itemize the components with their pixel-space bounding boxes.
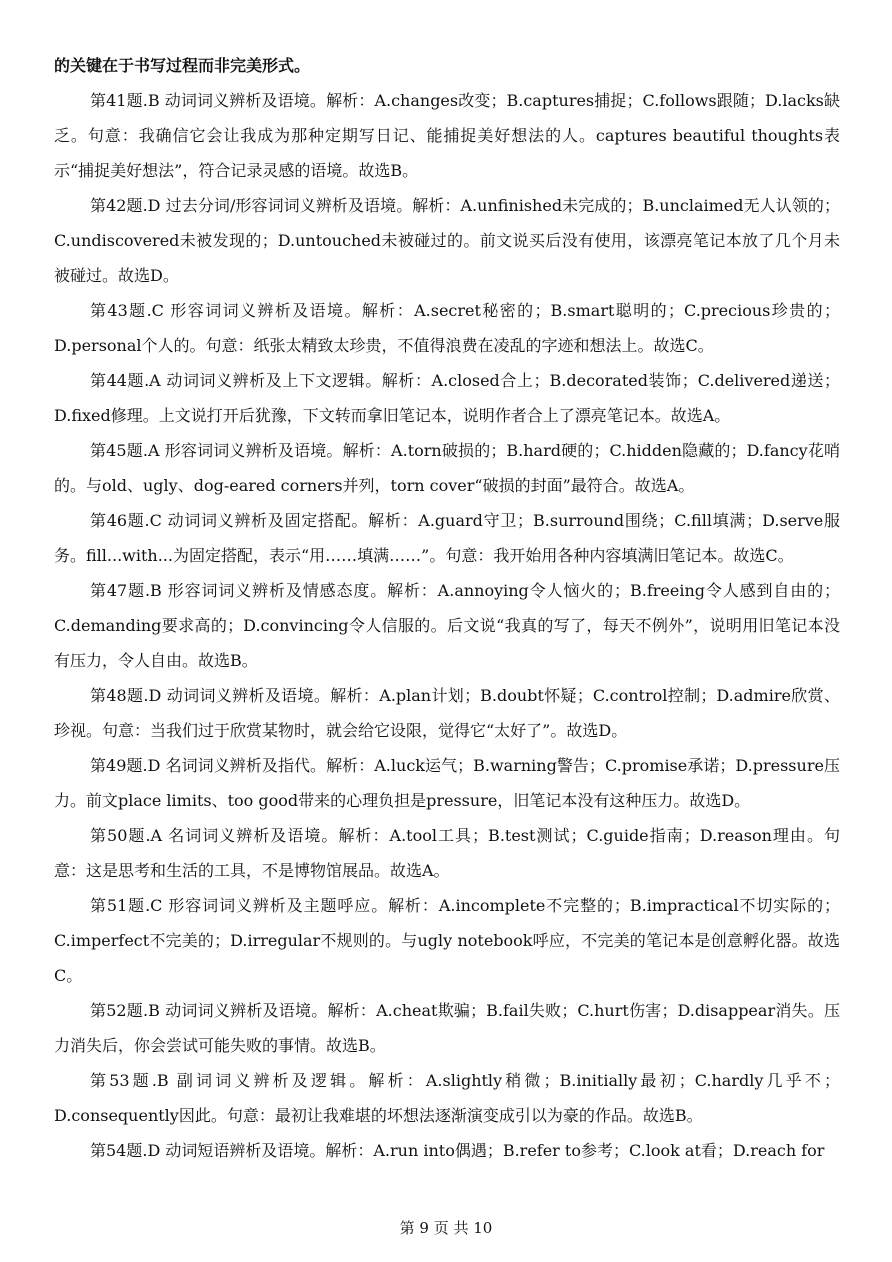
explanation-q41: 第41题.B 动词词义辨析及语境。解析：A.changes改变；B.captures捕捉；C.follows跟随；D.lacks缺乏。句意：我确信它会让我成为那种定期写日记、能捕捉美好想法的人。captures beautiful thoughts表示“捕捉美好想法”，符合记录灵感的语境。故选B。 — [54, 91, 840, 180]
explanation-q52: 第52题.B 动词词义辨析及语境。解析：A.cheat欺骗；B.fail失败；C.hurt伤害；D.disappear消失。压力消失后，你会尝试可能失败的事情。故选B。 — [54, 1001, 840, 1055]
explanation-q48: 第48题.D 动词词义辨析及语境。解析：A.plan计划；B.doubt怀疑；C.control控制；D.admire欣赏、珍视。句意：当我们过于欣赏某物时，就会给它设限，觉得它“太好了”。故选D。 — [54, 686, 840, 740]
explanation-q43: 第43题.C 形容词词义辨析及语境。解析：A.secret秘密的；B.smart聪明的；C.precious珍贵的；D.personal个人的。句意：纸张太精致太珍贵，不值得浪费在凌乱的字迹和想法上。故选C。 — [54, 301, 840, 355]
explanation-q47: 第47题.B 形容词词义辨析及情感态度。解析：A.annoying令人恼火的；B.freeing令人感到自由的；C.demanding要求高的；D.convincing令人信服的。后文说“我真的写了，每天不例外”，说明用旧笔记本没有压力，令人自由。故选B。 — [54, 581, 840, 670]
explanation-q44: 第44题.A 动词词义辨析及上下文逻辑。解析：A.closed合上；B.decorated装饰；C.delivered递送；D.fixed修理。上文说打开后犹豫，下文转而拿旧笔记本，说明作者合上了漂亮笔记本。故选A。 — [54, 371, 840, 425]
explanation-q54: 第54题.D 动词短语辨析及语境。解析：A.run into偶遇；B.refer to参考；C.look at看；D.reach for — [90, 1141, 825, 1160]
explanation-q46: 第46题.C 动词词义辨析及固定搭配。解析：A.guard守卫；B.surround围绕；C.fill填满；D.serve服务。fill...with...为固定搭配，表示“用……填满……”。句意：我开始用各种内容填满旧笔记本。故选C。 — [54, 511, 840, 565]
continued-sentence: 的关键在于书写过程而非完美形式。 — [54, 56, 311, 75]
explanation-q42: 第42题.D 过去分词/形容词词义辨析及语境。解析：A.unfinished未完成的；B.unclaimed无人认领的；C.undiscovered未被发现的；D.untouched未被碰过的。前文说买后没有使用，该漂亮笔记本放了几个月未被碰过。故选D。 — [54, 196, 840, 285]
explanation-q53: 第53题.B 副词词义辨析及逻辑。解析：A.slightly稍微；B.initially最初；C.hardly几乎不；D.consequently因此。句意：最初让我难堪的坏想法逐渐演变成引以为豪的作品。故选B。 — [54, 1071, 840, 1125]
explanation-q49: 第49题.D 名词词义辨析及指代。解析：A.luck运气；B.warning警告；C.promise承诺；D.pressure压力。前文place limits、too good带来的心理负担是pressure，旧笔记本没有这种压力。故选D。 — [54, 756, 840, 810]
explanation-q51: 第51题.C 形容词词义辨析及主题呼应。解析：A.incomplete不完整的；B.impractical不切实际的；C.imperfect不完美的；D.irregular不规则的。与ugly notebook呼应，不完美的笔记本是创意孵化器。故选C。 — [54, 896, 840, 985]
page-number-footer: 第 9 页 共 10 — [399, 1219, 493, 1237]
explanation-q50: 第50题.A 名词词义辨析及语境。解析：A.tool工具；B.test测试；C.guide指南；D.reason理由。句意：这是思考和生活的工具，不是博物馆展品。故选A。 — [54, 826, 840, 880]
explanation-q45: 第45题.A 形容词词义辨析及语境。解析：A.torn破损的；B.hard硬的；C.hidden隐藏的；D.fancy花哨的。与old、ugly、dog-eared corners并列，torn cover“破损的封面”最符合。故选A。 — [54, 441, 840, 495]
answer-explanations — [54, 48, 840, 1168]
